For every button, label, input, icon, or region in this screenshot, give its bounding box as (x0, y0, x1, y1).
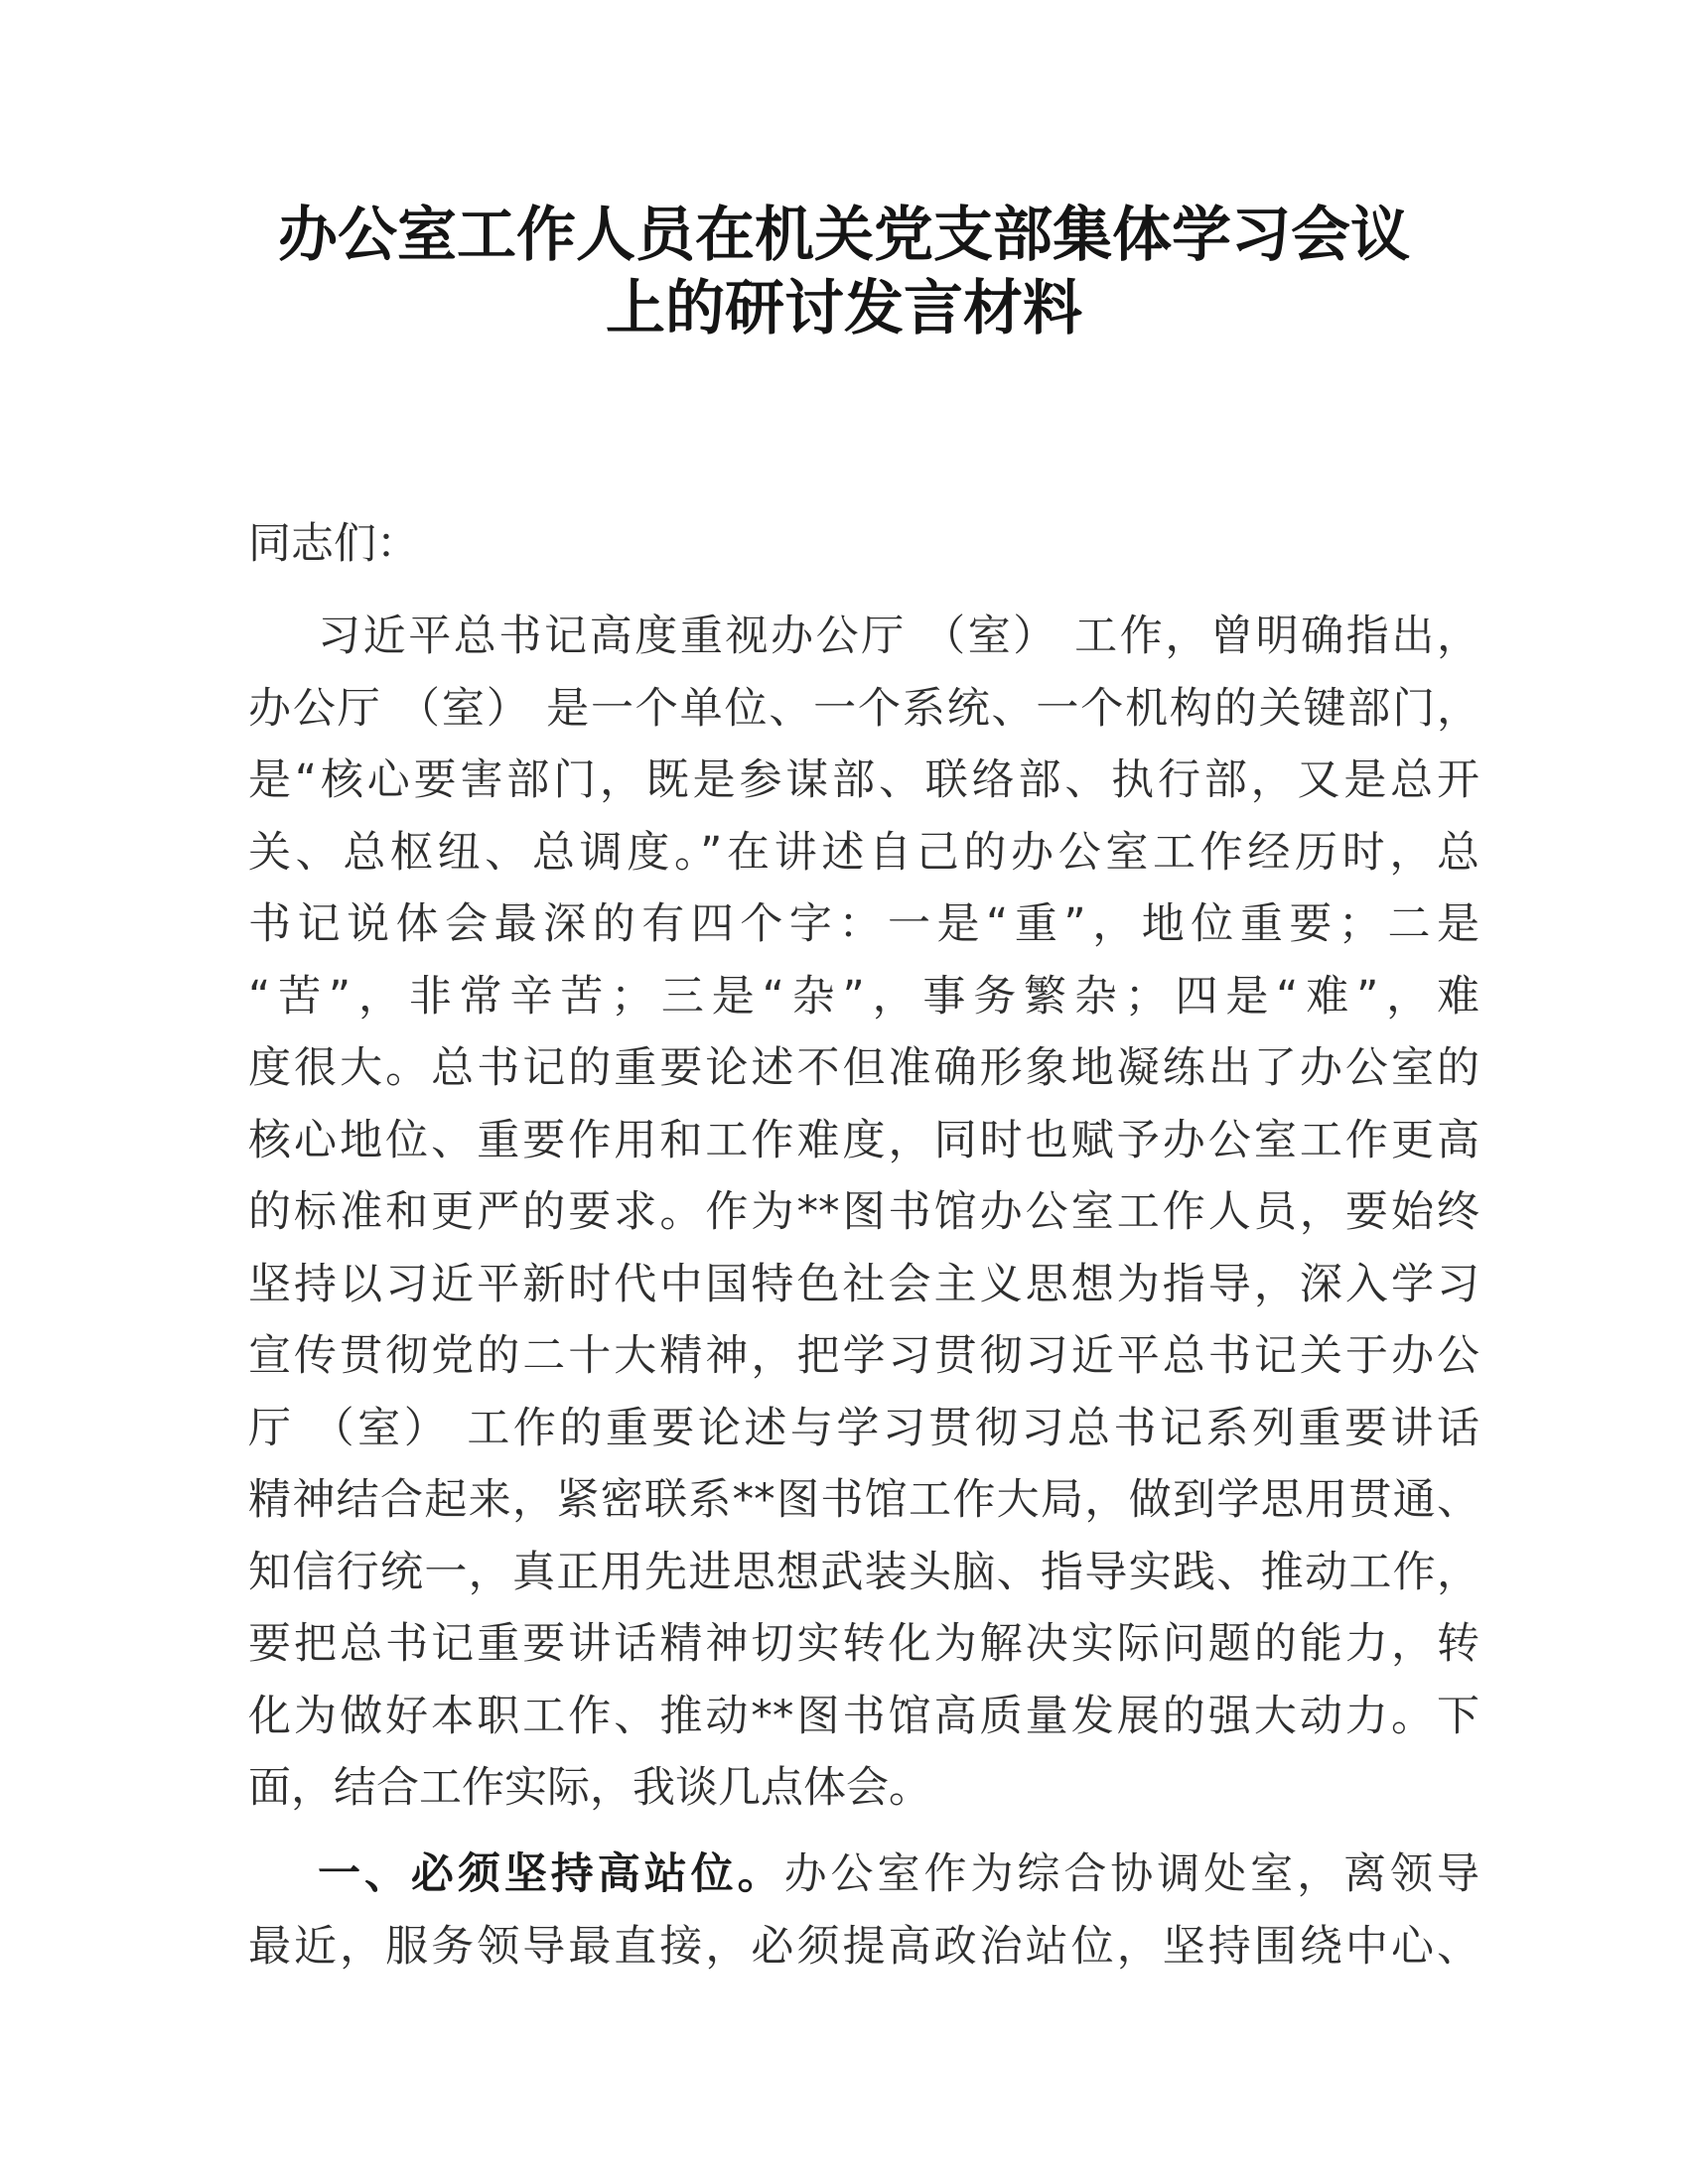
paragraph-1-line: 面，结合工作实际，我谈几点体会。 (248, 1763, 931, 1813)
paragraph-1-line: 办公厅 （室） 是一个单位、一个系统、一个机构的关键部门， (248, 683, 1479, 734)
paragraph-1-line: 要把总书记重要讲话精神切实转化为解决实际问题的能力，转 (248, 1619, 1479, 1669)
paragraph-1-line: 是“核心要害部门，既是参谋部、联络部、执行部，又是总开 (248, 755, 1479, 805)
paragraph-1-line: 核心地位、重要作用和工作难度，同时也赋予办公室工作更高 (248, 1115, 1479, 1165)
paragraph-1-line: 书记说体会最深的有四个字：一是“重”，地位重要；二是 (248, 899, 1479, 949)
paragraph-1 (248, 601, 1479, 1825)
paragraph-1-line: 厅 （室） 工作的重要论述与学习贯彻习总书记系列重要讲话 (248, 1403, 1479, 1453)
paragraph-1-line: 习近平总书记高度重视办公厅 （室） 工作，曾明确指出， (318, 612, 1479, 661)
paragraph-1-line: 关、总枢纽、总调度。”在讲述自己的办公室工作经历时，总 (248, 827, 1479, 878)
document-title-line-1: 办公室工作人员在机关党支部集体学习会议 (278, 201, 1410, 270)
paragraph-2-line: 最近，服务领导最直接，必须提高政治站位，坚持围绕中心、 (248, 1921, 1479, 1972)
document-title-line-2: 上的研讨发言材料 (606, 274, 1082, 343)
paragraph-2-text: 办公室作为综合协调处室，离领导 (783, 1849, 1480, 1899)
paragraph-1-line: “苦”，非常辛苦；三是“杂”，事务繁杂；四是“难”，难 (248, 971, 1479, 1022)
paragraph-1-line: 知信行统一，真正用先进思想武装头脑、指导实践、推动工作， (248, 1547, 1479, 1597)
paragraph-1-line: 的标准和更严的要求。作为**图书馆办公室工作人员，要始终 (248, 1187, 1479, 1237)
paragraph-1-line: 化为做好本职工作、推动**图书馆高质量发展的强大动力。下 (248, 1691, 1479, 1741)
paragraph-1-line: 宣传贯彻党的二十大精神，把学习贯彻习近平总书记关于办公 (248, 1331, 1479, 1381)
section-heading: 一、必须坚持高站位。 (318, 1849, 784, 1899)
paragraph-2-line (248, 1839, 1479, 1911)
greeting: 同志们： (248, 519, 419, 569)
paragraph-1-line: 精神结合起来，紧密联系**图书馆工作大局，做到学思用贯通、 (248, 1475, 1479, 1525)
paragraph-1-line: 度很大。总书记的重要论述不但准确形象地凝练出了办公室的 (248, 1043, 1479, 1093)
paragraph-1-line: 坚持以习近平新时代中国特色社会主义思想为指导，深入学习 (248, 1259, 1479, 1309)
paragraph-2 (248, 1839, 1479, 1982)
